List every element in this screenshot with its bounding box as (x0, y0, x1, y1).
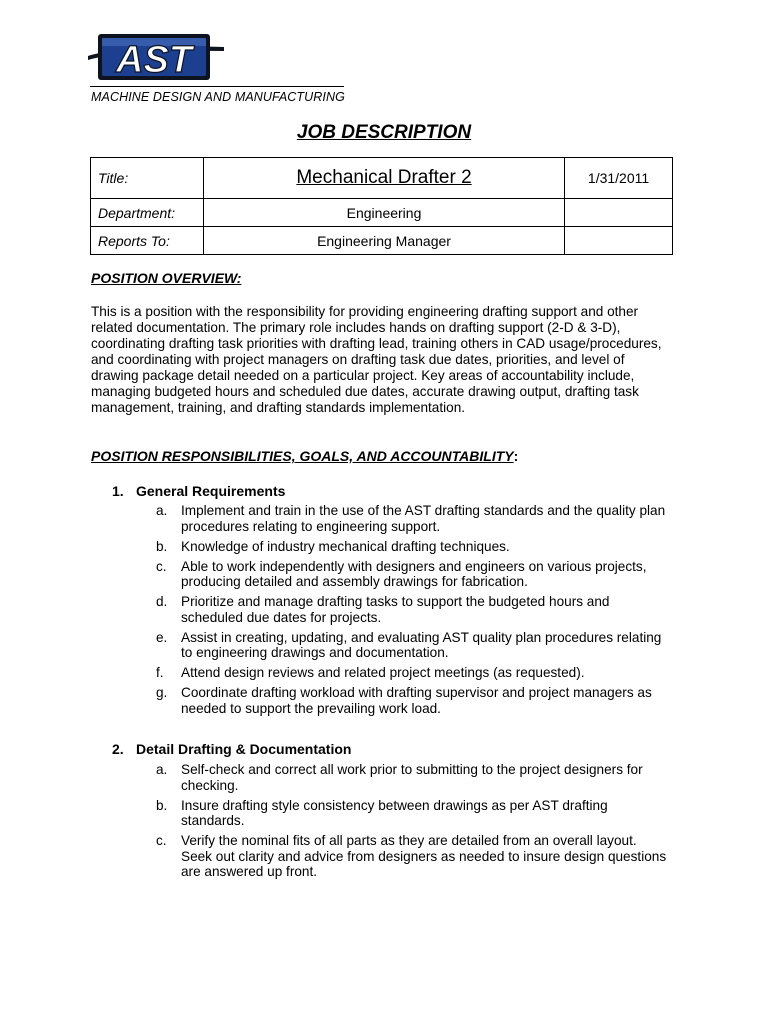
title-row (91, 158, 673, 199)
list-item: c. Able to work independently with designers and engineers on various projects, producing detailed and assembly drawings for fabrication. (156, 558, 647, 589)
document-title: JOB DESCRIPTION (296, 122, 472, 143)
paragraph-line: and coordinating with project managers on drafting task due dates, priorities, and level of (91, 352, 625, 367)
paragraph-line: related documentation. The primary role includes hands on drafting support (2-D & 3-D), (91, 320, 621, 335)
company-logo (86, 30, 226, 84)
detail-drafting-list (156, 762, 716, 884)
paragraph-line: This is a position with the responsibility for providing engineering drafting support and other (91, 304, 639, 319)
list-item: c. Verify the nominal fits of all parts as they are detailed from an overall layout. Seek out clarity and advice from designers as needed to insure design questions are answered up front. (156, 833, 667, 879)
paragraph-line: coordinating drafting task priorities with drafting lead, training others in CAD usage/procedures, (91, 336, 662, 351)
list-item: d. Prioritize and manage drafting tasks to support the budgeted hours and scheduled due dates for projects. (156, 594, 610, 625)
job-info-table (90, 157, 673, 255)
list-item: a. Implement and train in the use of the AST drafting standards and the quality plan procedures relating to engineering support. (156, 503, 666, 534)
document-date: 1/31/2011 (565, 158, 673, 199)
job-title: Mechanical Drafter 2 (296, 167, 472, 188)
logo-text: AST (116, 39, 192, 81)
department-label: Department: (91, 199, 204, 227)
department-value: Engineering (203, 199, 564, 227)
job-title-cell (203, 158, 564, 199)
reports-to-value: Engineering Manager (203, 227, 564, 255)
position-overview-text (91, 304, 681, 416)
section-heading-general-requirements: 1. General Requirements (112, 483, 286, 499)
list-item: a. Self-check and correct all work prior to submitting to the project designers for checking. (156, 762, 643, 793)
paragraph-line: managing budgeted hours and scheduled due dates, accurate drawing output, drafting task (91, 384, 639, 399)
list-item: f. Attend design reviews and related project meetings (as requested). (156, 665, 585, 680)
list-item: b. Knowledge of industry mechanical drafting techniques. (156, 538, 510, 554)
position-overview-heading: POSITION OVERVIEW: (91, 270, 242, 286)
section-heading-detail-drafting: 2. Detail Drafting & Documentation (112, 741, 352, 757)
empty-cell (565, 227, 673, 255)
title-label: Title: (91, 158, 204, 199)
department-row (91, 199, 673, 227)
reports-to-label: Reports To: (91, 227, 204, 255)
company-tagline: MACHINE DESIGN AND MANUFACTURING (91, 90, 345, 104)
list-item: b. Insure drafting style consistency between drawings as per AST drafting standards. (156, 797, 608, 828)
header-divider (90, 86, 344, 87)
empty-cell (565, 199, 673, 227)
paragraph-line: management, training, and drafting standards implementation. (91, 400, 466, 415)
general-requirements-list (156, 503, 716, 721)
paragraph-line: drawing package detail needed on a particular project. Key areas of accountability include, (91, 368, 635, 383)
list-item: g. Coordinate drafting workload with drafting supervisor and project managers as needed to support the prevailing work load. (156, 685, 652, 716)
reports-to-row (91, 227, 673, 255)
responsibilities-heading: POSITION RESPONSIBILITIES, GOALS, AND ACCOUNTABILITY: (91, 448, 519, 464)
list-item: e. Assist in creating, updating, and evaluating AST quality plan procedures relating to engineering drawings and documentation. (156, 629, 662, 660)
